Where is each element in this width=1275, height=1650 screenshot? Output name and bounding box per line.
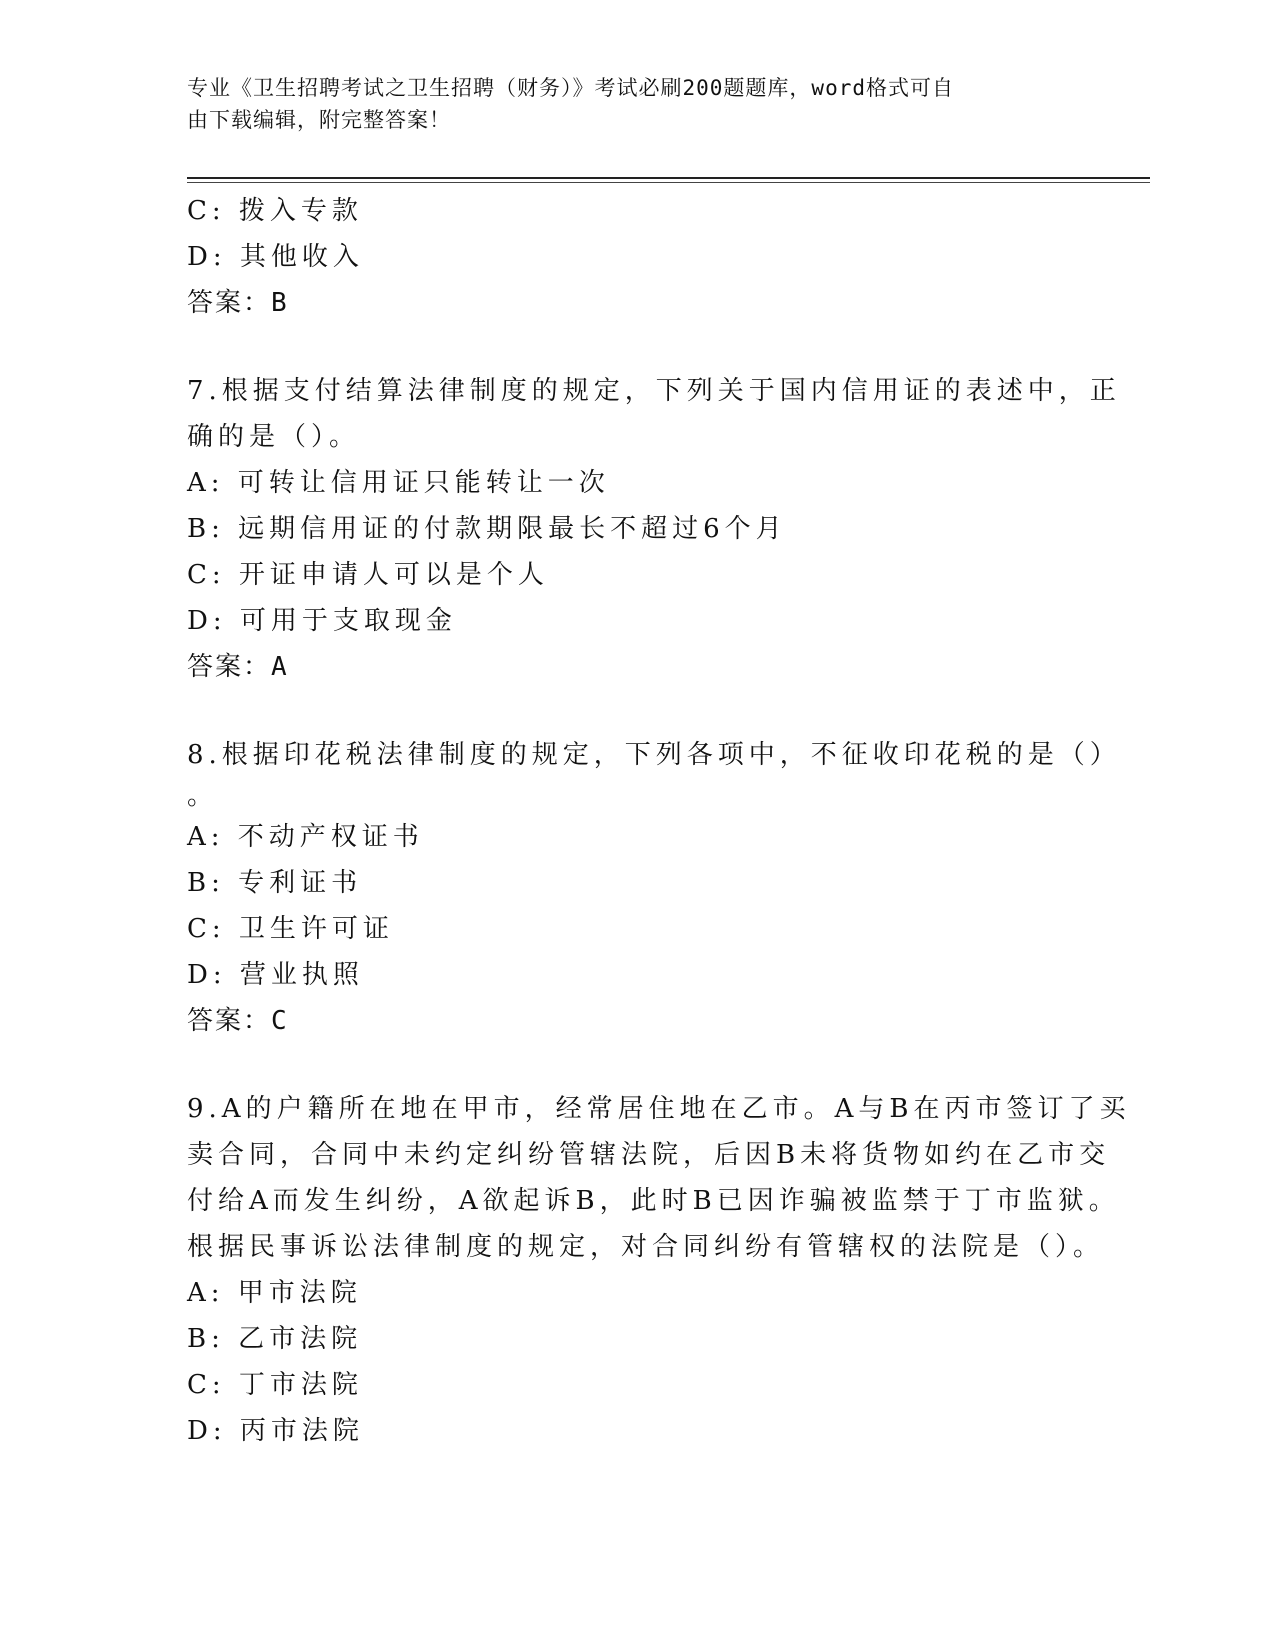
q8-answer: 答案：C <box>187 1006 289 1036</box>
q9-stem-line-3: 付给A而发生纠纷，A欲起诉B，此时B已因诈骗被监禁于丁市监狱。 <box>187 1186 1120 1216</box>
question-content <box>187 188 1131 1454</box>
q8-option-a: A: 不动产权证书 <box>187 822 424 852</box>
q8-stem-line-2: 。 <box>187 781 219 811</box>
q7-option-c: C: 开证申请人可以是个人 <box>187 560 549 590</box>
q9-stem-line-4: 根据民事诉讼法律制度的规定，对合同纠纷有管辖权的法院是（）。 <box>187 1232 1105 1262</box>
q7-option-b: B: 远期信用证的付款期限最长不超过6个月 <box>187 514 787 544</box>
q6-answer: 答案：B <box>187 288 289 318</box>
question-7 <box>187 368 1121 690</box>
header-line-1: 专业《卫生招聘考试之卫生招聘（财务）》考试必刷200题题库，word格式可自 <box>187 76 954 100</box>
q9-option-a: A: 甲市法院 <box>187 1278 362 1308</box>
q7-stem-line-2: 确的是（）。 <box>187 422 361 452</box>
page-header <box>187 72 1067 136</box>
question-9 <box>187 1086 1131 1454</box>
q8-option-c: C: 卫生许可证 <box>187 914 394 944</box>
spacer <box>187 1044 1087 1086</box>
q9-stem <box>187 1086 1131 1270</box>
q9-stem-line-1: 9.A的户籍所在地在甲市，经常居住地在乙市。A与B在丙市签订了买 <box>187 1094 1131 1124</box>
q8-stem <box>187 732 1121 814</box>
header-line-2: 由下载编辑，附完整答案！ <box>187 108 451 132</box>
q7-answer: 答案：A <box>187 652 289 682</box>
q7-option-a: A: 可转让信用证只能转让一次 <box>187 468 610 498</box>
q7-stem-line-1: 7.根据支付结算法律制度的规定，下列关于国内信用证的表述中，正 <box>187 376 1121 406</box>
q8-option-d: D: 营业执照 <box>187 960 364 990</box>
q6-option-d: D: 其他收入 <box>187 242 364 272</box>
header-divider-thick <box>187 177 1150 179</box>
spacer <box>187 690 1087 732</box>
q8-option-b: B: 专利证书 <box>187 868 363 898</box>
header-divider-thin <box>187 182 1150 183</box>
q7-stem <box>187 368 1121 460</box>
q9-option-b: B: 乙市法院 <box>187 1324 363 1354</box>
q7-option-d: D: 可用于支取现金 <box>187 606 457 636</box>
q8-stem-line-1: 8.根据印花税法律制度的规定，下列各项中，不征收印花税的是（） <box>187 740 1121 770</box>
question-6-tail <box>187 188 1087 326</box>
q9-option-d: D: 丙市法院 <box>187 1416 364 1446</box>
spacer <box>187 326 1087 368</box>
q9-stem-line-2: 卖合同，合同中未约定纠纷管辖法院，后因B未将货物如约在乙市交 <box>187 1140 1111 1170</box>
q9-option-c: C: 丁市法院 <box>187 1370 363 1400</box>
q6-option-c: C: 拨入专款 <box>187 196 363 226</box>
question-8 <box>187 732 1121 1044</box>
